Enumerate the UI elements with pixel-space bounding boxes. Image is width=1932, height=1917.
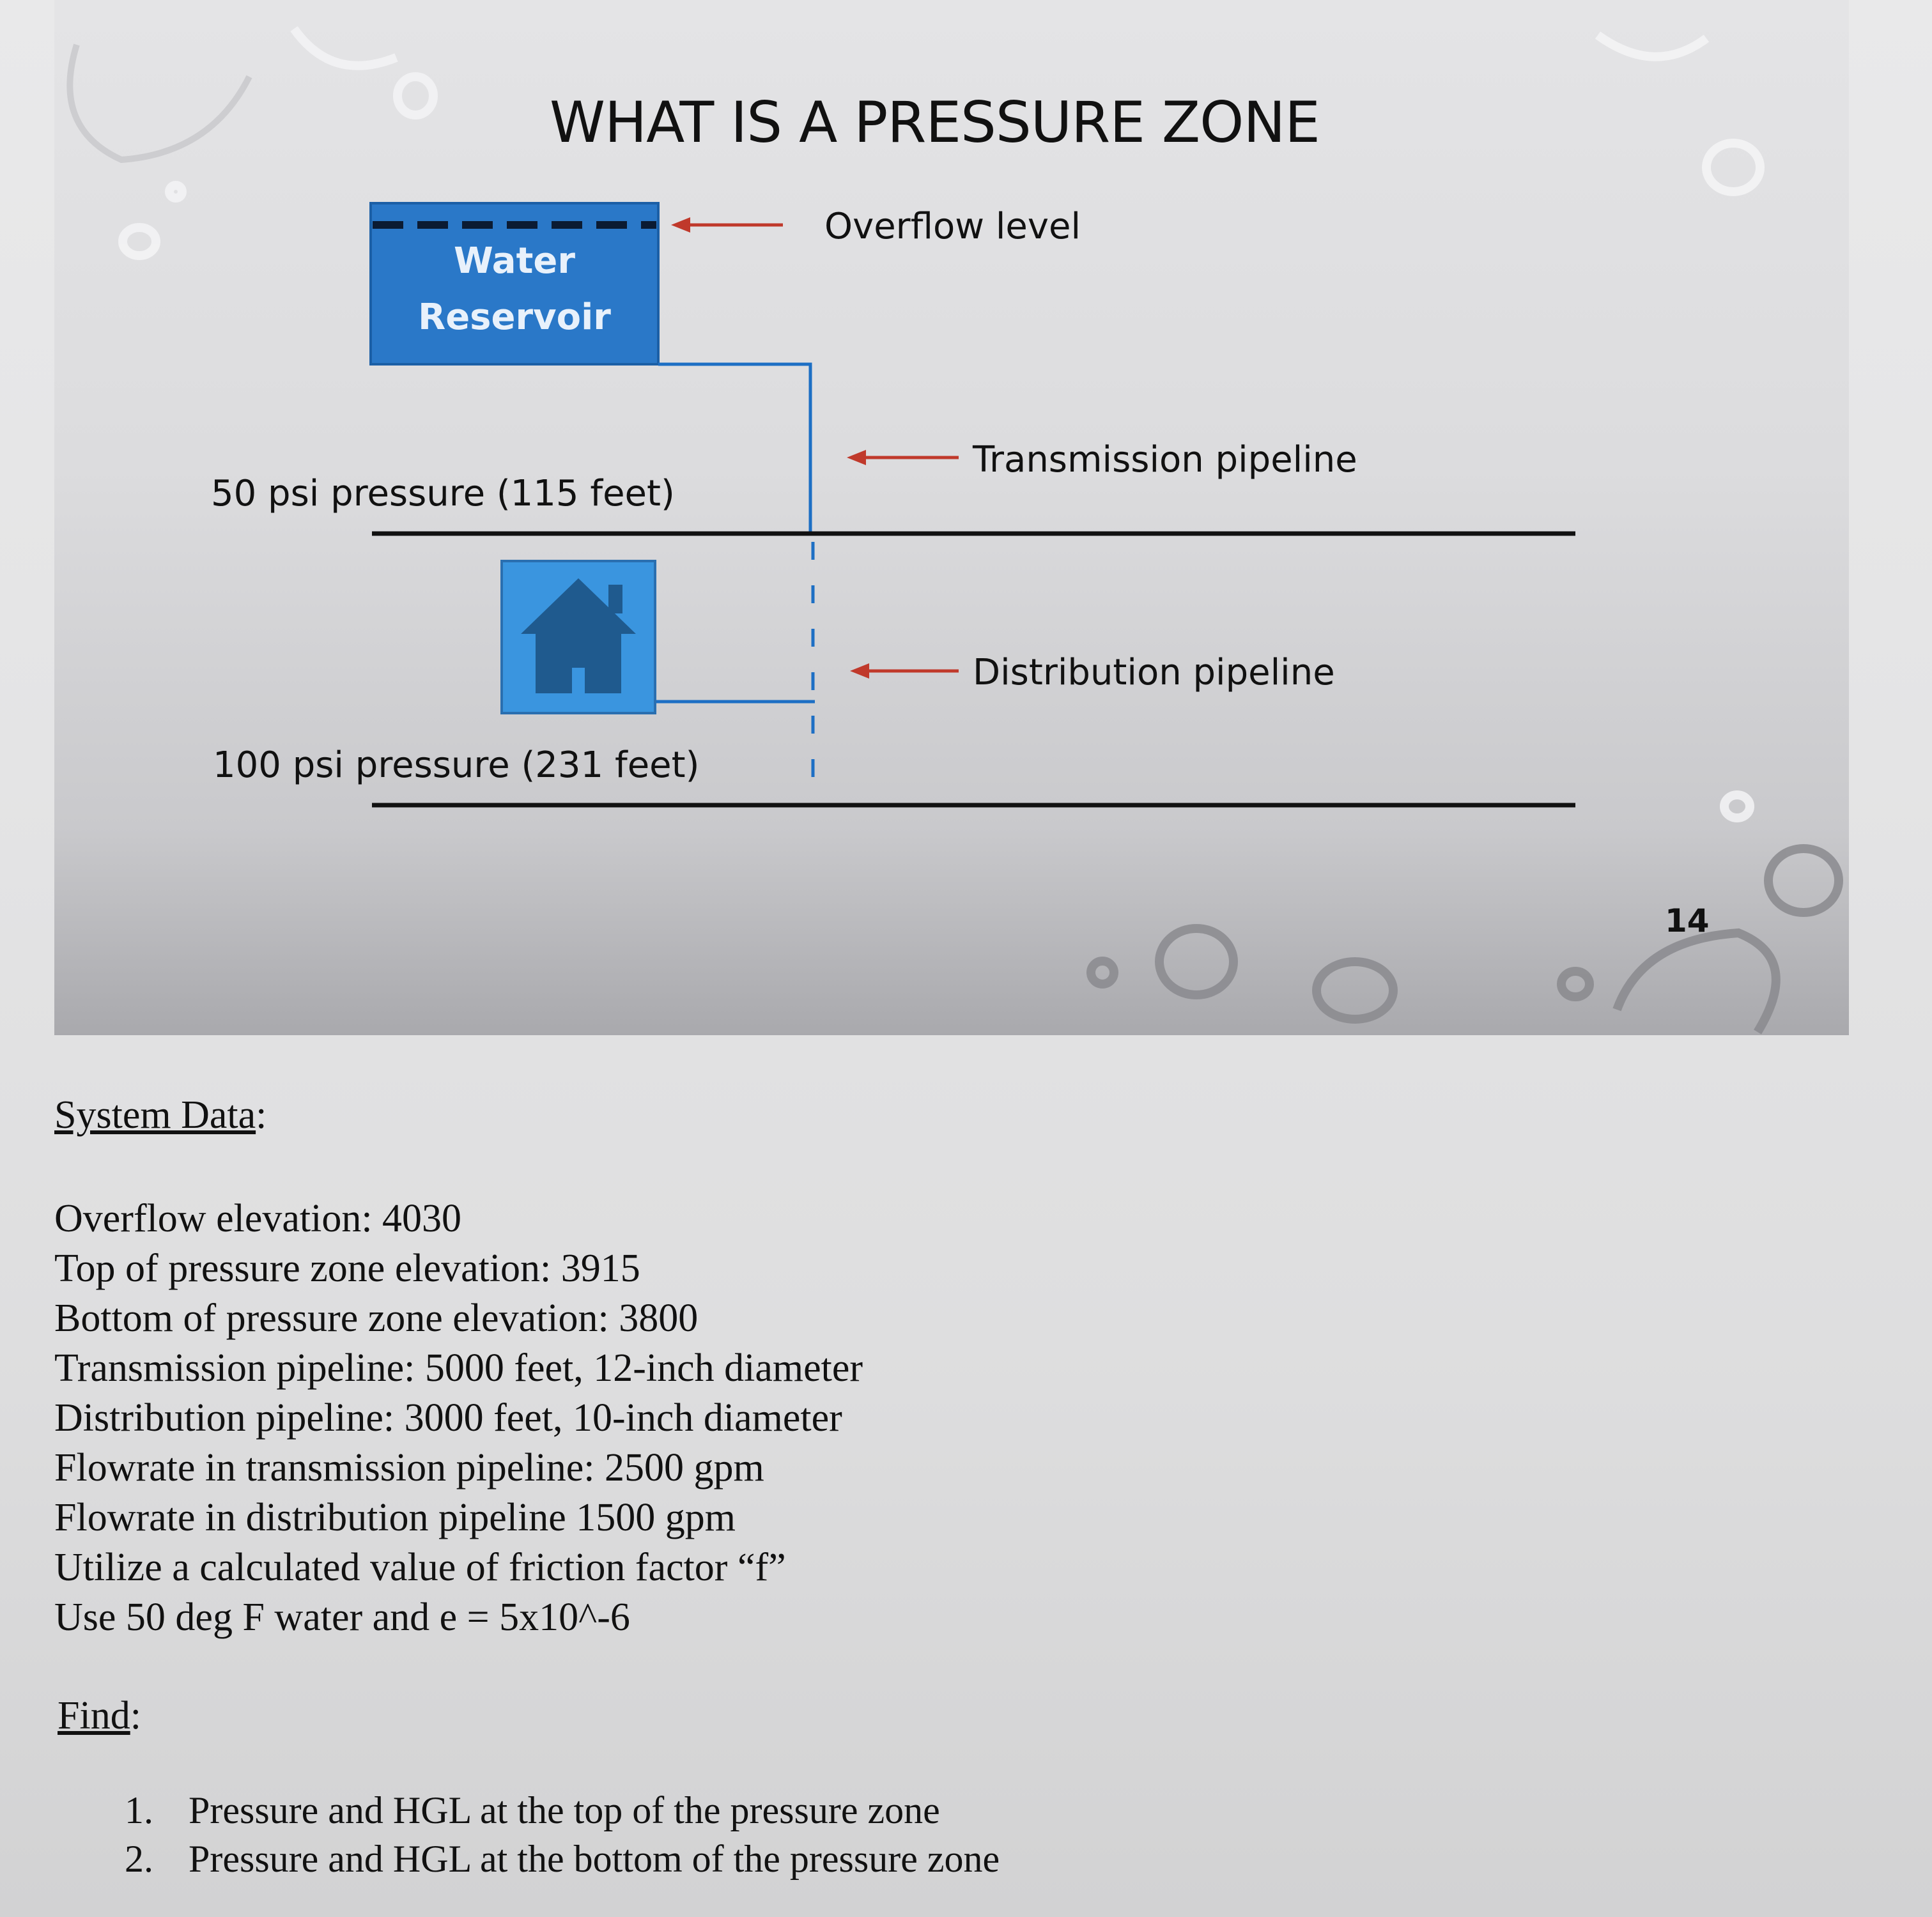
find-item-text: Pressure and HGL at the top of the pressure zone xyxy=(189,1789,940,1831)
system-data-line: Distribution pipeline: 3000 feet, 10-inch diameter xyxy=(54,1396,842,1440)
find-item-number: 2. xyxy=(125,1838,153,1880)
system-data-line: Flowrate in distribution pipeline 1500 gpm xyxy=(54,1496,736,1539)
find-heading-text: Find xyxy=(58,1694,130,1737)
system-data-line: Top of pressure zone elevation: 3915 xyxy=(54,1247,640,1290)
reservoir-label xyxy=(371,233,658,346)
transmission-pipeline-arrow xyxy=(847,450,959,465)
system-data-list xyxy=(54,1194,863,1642)
system-data-line: Flowrate in transmission pipeline: 2500 gpm xyxy=(54,1446,764,1490)
system-data-line: Bottom of pressure zone elevation: 3800 xyxy=(54,1297,699,1340)
distribution-pipeline-arrow xyxy=(850,663,959,679)
reservoir-label-line1: Water xyxy=(454,240,575,282)
find-item-text: Pressure and HGL at the bottom of the pressure zone xyxy=(189,1838,1000,1880)
water-droplets-decoration xyxy=(70,29,1839,1032)
distribution-pipeline-label: Distribution pipeline xyxy=(973,652,1335,693)
system-data-line: Transmission pipeline: 5000 feet, 12-inch diameter xyxy=(54,1346,863,1390)
system-data-line: Overflow elevation: 4030 xyxy=(54,1197,462,1240)
bottom-pressure-label: 100 psi pressure (231 feet) xyxy=(213,744,700,786)
system-data-heading-text: System Data xyxy=(54,1093,256,1137)
find-item xyxy=(125,1835,1000,1883)
slide-title: WHAT IS A PRESSURE ZONE xyxy=(550,89,1320,155)
find-list xyxy=(125,1786,1000,1883)
transmission-pipeline-label: Transmission pipeline xyxy=(973,439,1357,481)
top-pressure-label: 50 psi pressure (115 feet) xyxy=(211,473,675,514)
overflow-level-label: Overflow level xyxy=(824,206,1081,247)
reservoir-label-line2: Reservoir xyxy=(418,296,611,338)
transmission-pipeline xyxy=(658,364,810,534)
find-item xyxy=(125,1786,1000,1835)
overflow-level-arrow xyxy=(671,217,783,233)
find-heading: Find: xyxy=(58,1694,141,1737)
page-number: 14 xyxy=(1665,902,1710,939)
system-data-heading: System Data: xyxy=(54,1093,267,1137)
find-item-number: 1. xyxy=(125,1789,153,1831)
system-data-line: Utilize a calculated value of friction factor “f” xyxy=(54,1546,786,1589)
system-data-line: Use 50 deg F water and e = 5x10^-6 xyxy=(54,1596,630,1639)
